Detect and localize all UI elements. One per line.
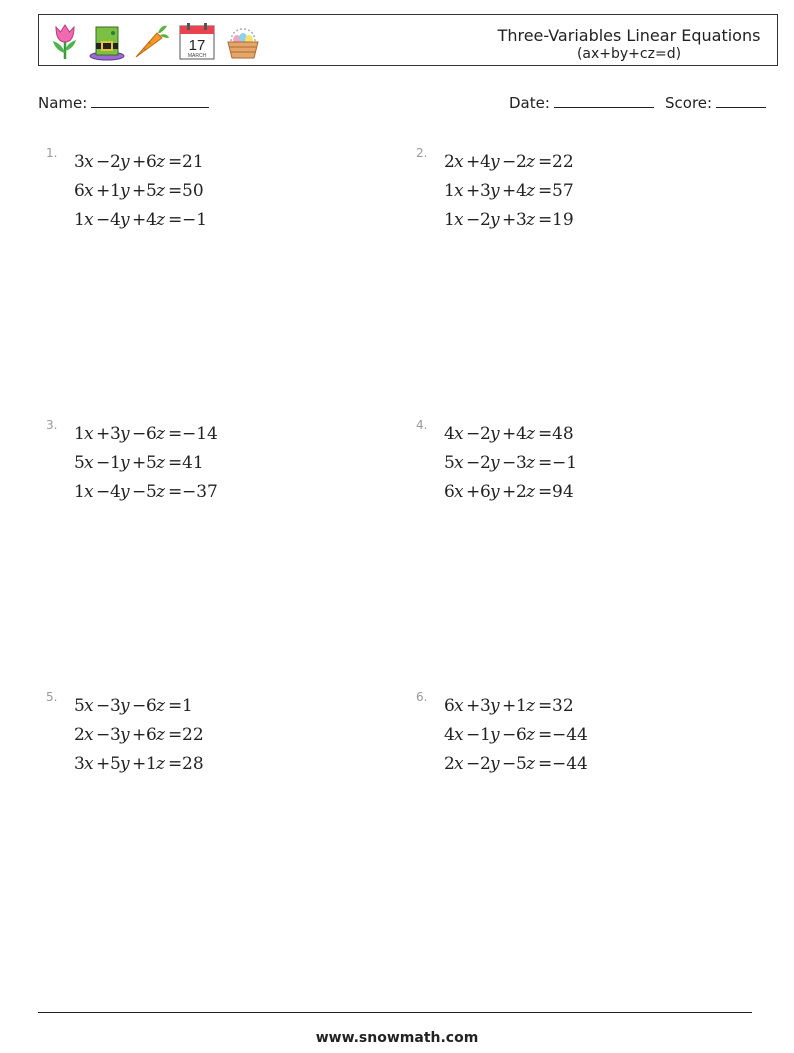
constant: 32: [552, 696, 574, 716]
operator: −: [502, 152, 517, 172]
equation: [444, 453, 604, 473]
coef-y: 2: [110, 152, 121, 172]
coef-y: 4: [110, 482, 121, 502]
var-x: x: [84, 696, 94, 716]
constant: 21: [182, 152, 204, 172]
problem-number: 2.: [416, 146, 428, 160]
coef-x: 1: [74, 210, 85, 230]
var-y: y: [120, 482, 130, 502]
constant: 50: [182, 181, 204, 201]
var-z: z: [156, 152, 165, 172]
coef-z: 2: [516, 482, 527, 502]
constant: 48: [552, 424, 574, 444]
operator: +: [132, 453, 147, 473]
var-x: x: [84, 725, 94, 745]
coef-z: 4: [146, 210, 157, 230]
coef-z: 5: [146, 482, 157, 502]
coef-x: 4: [444, 424, 455, 444]
equals-sign: =: [538, 482, 553, 502]
var-x: x: [454, 152, 464, 172]
var-z: z: [526, 453, 535, 473]
score-field[interactable]: [665, 93, 766, 112]
var-z: z: [526, 696, 535, 716]
coef-z: 6: [146, 696, 157, 716]
coef-z: 1: [146, 754, 157, 774]
equals-sign: =: [538, 696, 553, 716]
operator: +: [466, 482, 481, 502]
equation: [74, 482, 234, 502]
var-x: x: [84, 453, 94, 473]
var-x: x: [454, 181, 464, 201]
equation: [74, 696, 234, 716]
var-y: y: [120, 181, 130, 201]
constant: 19: [552, 210, 574, 230]
var-z: z: [156, 210, 165, 230]
coef-z: 6: [146, 152, 157, 172]
calendar-icon: [177, 21, 217, 61]
equals-sign: =: [168, 482, 183, 502]
coef-x: 1: [444, 181, 455, 201]
operator: −: [466, 754, 481, 774]
var-y: y: [490, 210, 500, 230]
var-z: z: [526, 725, 535, 745]
var-y: y: [490, 754, 500, 774]
coef-y: 3: [480, 696, 491, 716]
equation: [74, 754, 234, 774]
coef-x: 2: [444, 754, 455, 774]
coef-y: 3: [110, 725, 121, 745]
operator: −: [96, 725, 111, 745]
operator: +: [502, 181, 517, 201]
coef-y: 4: [110, 210, 121, 230]
footer-divider: [38, 1012, 752, 1013]
equation: [74, 152, 234, 172]
coef-y: 3: [110, 424, 121, 444]
operator: +: [96, 181, 111, 201]
equation: [74, 453, 234, 473]
coef-y: 1: [110, 453, 121, 473]
var-y: y: [120, 210, 130, 230]
var-z: z: [526, 424, 535, 444]
equation: [444, 181, 604, 201]
operator: −: [502, 754, 517, 774]
var-x: x: [84, 210, 94, 230]
coef-z: 5: [516, 754, 527, 774]
tulip-icon: [45, 21, 85, 61]
coef-x: 6: [74, 181, 85, 201]
var-z: z: [156, 181, 165, 201]
problem-number: 6.: [416, 690, 428, 704]
var-y: y: [490, 696, 500, 716]
var-x: x: [454, 210, 464, 230]
coef-x: 1: [74, 482, 85, 502]
name-label: Name:: [38, 94, 88, 112]
coef-y: 6: [480, 482, 491, 502]
worksheet-title: Three-Variables Linear Equations: [497, 26, 761, 45]
operator: +: [466, 181, 481, 201]
equals-sign: =: [168, 152, 183, 172]
equation: [444, 482, 604, 502]
operator: +: [132, 152, 147, 172]
var-z: z: [156, 696, 165, 716]
var-y: y: [120, 725, 130, 745]
operator: −: [132, 696, 147, 716]
equals-sign: =: [538, 725, 553, 745]
constant: 41: [182, 453, 204, 473]
var-x: x: [454, 482, 464, 502]
problem-number: 5.: [46, 690, 58, 704]
var-z: z: [526, 181, 535, 201]
coef-y: 3: [110, 696, 121, 716]
coef-y: 1: [480, 725, 491, 745]
coef-z: 6: [146, 725, 157, 745]
easter-basket-icon: [223, 21, 263, 61]
footer-url: www.snowmath.com: [315, 1030, 479, 1046]
equals-sign: =: [538, 181, 553, 201]
problem-number: 4.: [416, 418, 428, 432]
operator: +: [502, 424, 517, 444]
coef-y: 2: [480, 424, 491, 444]
equation: [74, 424, 234, 444]
equation: [444, 210, 604, 230]
var-x: x: [84, 181, 94, 201]
coef-z: 6: [146, 424, 157, 444]
equals-sign: =: [168, 754, 183, 774]
operator: −: [502, 725, 517, 745]
var-x: x: [84, 152, 94, 172]
var-x: x: [84, 482, 94, 502]
worksheet-header: [38, 14, 778, 66]
operator: −: [466, 424, 481, 444]
coef-x: 5: [74, 453, 85, 473]
coef-y: 5: [110, 754, 121, 774]
equation: [444, 696, 604, 716]
date-blank[interactable]: [554, 93, 654, 108]
problem-number: 1.: [46, 146, 58, 160]
constant: −44: [552, 725, 588, 745]
var-z: z: [526, 482, 535, 502]
coef-z: 6: [516, 725, 527, 745]
coef-y: 2: [480, 210, 491, 230]
equation: [444, 424, 604, 444]
var-y: y: [490, 152, 500, 172]
equals-sign: =: [538, 152, 553, 172]
constant: −1: [182, 210, 208, 230]
operator: +: [132, 181, 147, 201]
var-z: z: [156, 453, 165, 473]
operator: −: [466, 725, 481, 745]
equation: [444, 725, 604, 745]
var-x: x: [454, 754, 464, 774]
calendar-day: 17: [188, 37, 206, 54]
coef-x: 6: [444, 482, 455, 502]
var-y: y: [490, 424, 500, 444]
var-z: z: [156, 754, 165, 774]
constant: 57: [552, 181, 574, 201]
operator: −: [96, 453, 111, 473]
var-y: y: [490, 453, 500, 473]
operator: +: [466, 152, 481, 172]
operator: +: [132, 754, 147, 774]
coef-x: 6: [444, 696, 455, 716]
operator: +: [96, 424, 111, 444]
var-y: y: [490, 482, 500, 502]
var-y: y: [120, 152, 130, 172]
var-x: x: [84, 754, 94, 774]
title-block: [419, 26, 794, 62]
constant: −1: [552, 453, 578, 473]
var-z: z: [526, 754, 535, 774]
constant: 28: [182, 754, 204, 774]
date-field[interactable]: [509, 93, 654, 112]
equation: [444, 754, 604, 774]
score-blank[interactable]: [716, 93, 766, 108]
var-x: x: [454, 453, 464, 473]
coef-x: 1: [74, 424, 85, 444]
coef-z: 3: [516, 210, 527, 230]
var-x: x: [84, 424, 94, 444]
worksheet-subtitle: (ax+by+cz=d): [576, 46, 682, 62]
equals-sign: =: [538, 424, 553, 444]
operator: +: [96, 754, 111, 774]
problem-number: 3.: [46, 418, 58, 432]
equation: [74, 210, 234, 230]
constant: −37: [182, 482, 218, 502]
carrot-icon: [131, 21, 171, 61]
coef-y: 4: [480, 152, 491, 172]
constant: −44: [552, 754, 588, 774]
coef-x: 5: [444, 453, 455, 473]
operator: −: [502, 453, 517, 473]
operator: −: [96, 482, 111, 502]
coef-x: 2: [74, 725, 85, 745]
equals-sign: =: [168, 210, 183, 230]
constant: 94: [552, 482, 574, 502]
equation: [74, 725, 234, 745]
equals-sign: =: [168, 696, 183, 716]
operator: −: [96, 210, 111, 230]
coef-z: 1: [516, 696, 527, 716]
constant: 22: [182, 725, 204, 745]
equation: [444, 152, 604, 172]
equals-sign: =: [538, 210, 553, 230]
coef-x: 2: [444, 152, 455, 172]
operator: +: [132, 210, 147, 230]
constant: −14: [182, 424, 218, 444]
coef-x: 3: [74, 754, 85, 774]
coef-x: 1: [444, 210, 455, 230]
equation: [74, 181, 234, 201]
leprechaun-hat-icon: [87, 21, 127, 61]
coef-z: 3: [516, 453, 527, 473]
equals-sign: =: [168, 725, 183, 745]
coef-x: 3: [74, 152, 85, 172]
coef-z: 2: [516, 152, 527, 172]
var-x: x: [454, 696, 464, 716]
operator: −: [132, 482, 147, 502]
var-x: x: [454, 725, 464, 745]
var-y: y: [120, 754, 130, 774]
coef-x: 5: [74, 696, 85, 716]
constant: 22: [552, 152, 574, 172]
score-label: Score:: [665, 94, 713, 112]
var-y: y: [490, 181, 500, 201]
operator: −: [466, 453, 481, 473]
coef-z: 5: [146, 181, 157, 201]
coef-z: 4: [516, 181, 527, 201]
date-label: Date:: [509, 94, 550, 112]
coef-x: 4: [444, 725, 455, 745]
var-z: z: [526, 210, 535, 230]
var-x: x: [454, 424, 464, 444]
coef-y: 3: [480, 181, 491, 201]
operator: +: [466, 696, 481, 716]
var-z: z: [526, 152, 535, 172]
var-y: y: [120, 696, 130, 716]
operator: −: [96, 152, 111, 172]
operator: +: [502, 482, 517, 502]
operator: +: [132, 725, 147, 745]
coef-z: 4: [516, 424, 527, 444]
var-y: y: [120, 424, 130, 444]
coef-y: 2: [480, 453, 491, 473]
equals-sign: =: [538, 754, 553, 774]
coef-z: 5: [146, 453, 157, 473]
name-field[interactable]: [38, 93, 209, 112]
equals-sign: =: [538, 453, 553, 473]
operator: −: [466, 210, 481, 230]
name-blank[interactable]: [91, 93, 209, 108]
var-z: z: [156, 725, 165, 745]
coef-y: 2: [480, 754, 491, 774]
operator: +: [502, 696, 517, 716]
operator: −: [96, 696, 111, 716]
coef-y: 1: [110, 181, 121, 201]
equals-sign: =: [168, 424, 183, 444]
calendar-month: MARCH: [187, 53, 207, 59]
operator: +: [502, 210, 517, 230]
var-y: y: [120, 453, 130, 473]
operator: −: [132, 424, 147, 444]
var-y: y: [490, 725, 500, 745]
equals-sign: =: [168, 453, 183, 473]
var-z: z: [156, 482, 165, 502]
equals-sign: =: [168, 181, 183, 201]
var-z: z: [156, 424, 165, 444]
constant: 1: [182, 696, 193, 716]
